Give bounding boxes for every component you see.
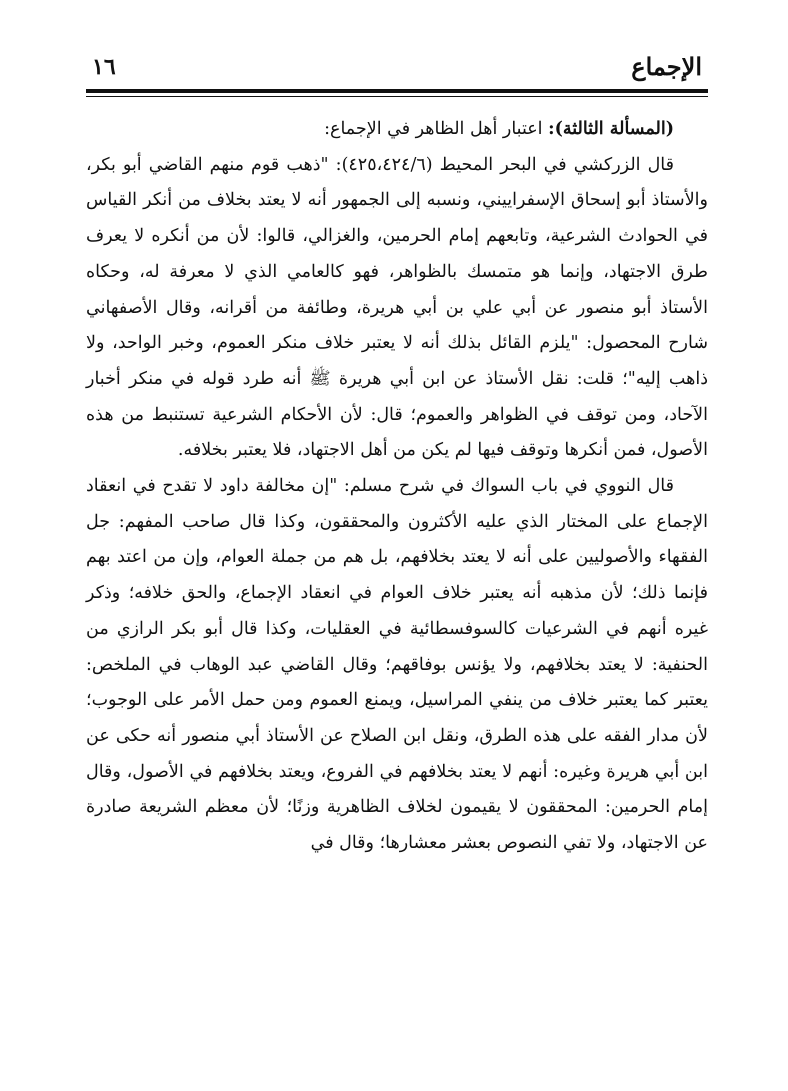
header-rule-thick [86,89,708,93]
main-text [86,112,708,862]
paragraph: قال النووي في باب السواك في شرح مسلم: "إن مخالفة داود لا تقدح في انعقاد الإجماع على المختار الذي عليه الأكثرون والمحققون، وكذا قال صاحب المفهم: جل الفقهاء والأصوليين على أنه لا يعتد بخلافهم، بل هم من جملة العوام، وإن من اعتد بهم فإنما ذلك؛ لأن مذهبه أنه يعتبر خلاف العوام في انعقاد الإجماع، والحق خلافه؛ وذكر غيره أنهم في الشرعيات كالسوفسطائية في العقليات، وكذا قال أبو بكر الرازي من الحنفية: لا يعتد بخلافهم، ولا يؤنس بوفاقهم؛ وقال القاضي عبد الوهاب في الملخص: يعتبر كما يعتبر خلاف من ينفي المراسيل، ويمنع العموم ومن حمل الأمر على الوجوب؛ لأن مدار الفقه على هذه الطرق، ونقل ابن الصلاح عن الأستاذ أبي منصور أنه حكى عن ابن أبي هريرة وغيره: أنهم لا يعتد بخلافهم في الفروع، ويعتد بخلافهم في الأصول، وقال إمام الحرمين: المحققون لا يقيمون لخلاف الظاهرية وزنًا؛ لأن معظم الشريعة صادرة عن الاجتهاد، ولا تفي النصوص بعشر معشارها؛ وقال في [86,476,708,854]
heading-label: (المسألة الثالثة): [548,119,674,139]
heading-text: اعتبار أهل الظاهر في الإجماع: [324,119,549,139]
paragraph: قال الزركشي في البحر المحيط (٤٢٥،٤٢٤/٦): "ذهب قوم منهم القاضي أبو بكر، والأستاذ أبو إسحاق الإسفراييني، ونسبه إلى الجمهور أنه لا يعتد بخلاف من أنكر القياس في الحوادث الشرعية، وتابعهم إمام الحرمين، والغزالي، قالوا: لأن من أنكره لا يعرف طرق الاجتهاد، وإنما هو متمسك بالظواهر، فهو كالعامي الذي لا معرفة له، وحكاه الأستاذ أبو منصور عن أبي علي بن أبي هريرة، وطائفة من أقرانه، وقال الأصفهاني شارح المحصول: "يلزم القائل بذلك أنه لا يعتبر خلاف منكر العموم، وخبر الواحد، ولا ذاهب إليه"؛ قلت: نقل الأستاذ عن ابن أبي هريرة ﷺ أنه طرد قوله في منكر أخبار الآحاد، ومن توقف في الظواهر والعموم؛ قال: لأن الأحكام الشرعية تستنبط من هذه الأصول، فمن أنكرها وتوقف فيها لم يكن من أهل الاجتهاد، فلا يعتبر بخلافه. [86,154,708,461]
section-heading [86,112,708,148]
page-header [86,52,708,88]
page-number: ١٦ [92,54,116,80]
running-title: الإجماع [631,52,702,81]
header-rule-thin [86,96,708,97]
